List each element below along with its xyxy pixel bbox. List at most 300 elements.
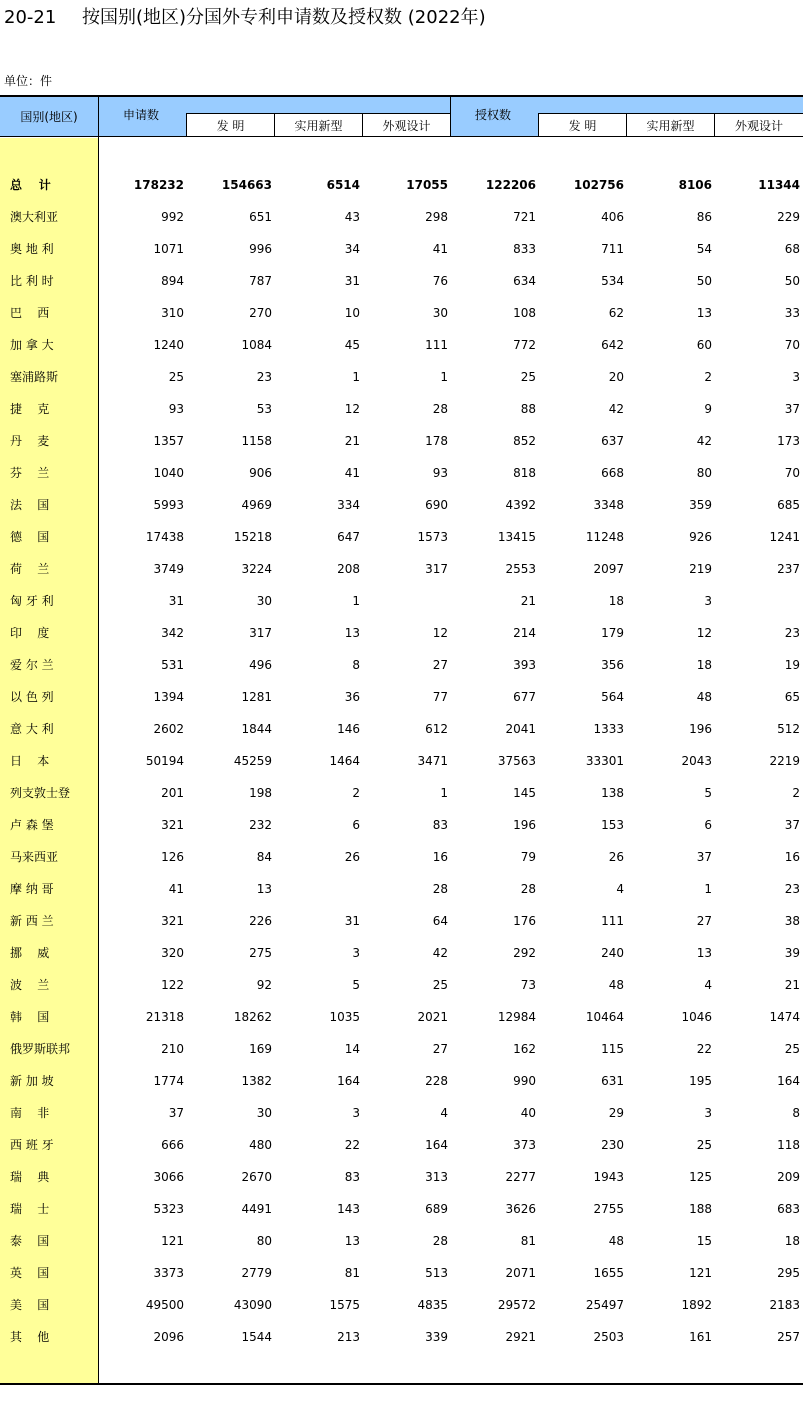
value-cell: 70 [784,338,800,352]
value-cell: 201 [161,786,184,800]
value-cell: 690 [425,498,448,512]
value-cell: 37 [696,850,712,864]
value-cell: 16 [432,850,448,864]
value-cell: 5323 [153,1202,184,1216]
value-cell: 2 [792,786,800,800]
value-cell: 18 [696,658,712,672]
value-cell: 21 [784,978,800,992]
value-cell: 3373 [153,1266,184,1280]
table-row [0,649,803,681]
table-row [0,809,803,841]
value-cell: 642 [601,338,624,352]
value-cell: 77 [432,690,448,704]
value-cell: 637 [601,434,624,448]
table-row [0,585,803,617]
value-cell: 2021 [417,1010,448,1024]
value-cell: 93 [168,402,184,416]
value-cell: 5 [704,786,712,800]
value-cell: 668 [601,466,624,480]
value-cell: 33 [784,306,800,320]
value-cell: 342 [161,626,184,640]
value-cell: 92 [256,978,272,992]
value-cell: 14 [344,1042,360,1056]
value-cell: 86 [696,210,712,224]
value-cell: 321 [161,914,184,928]
value-cell: 321 [161,818,184,832]
value-cell: 188 [689,1202,712,1216]
value-cell: 711 [601,242,624,256]
value-cell: 226 [249,914,272,928]
table-row [0,905,803,937]
value-cell: 196 [689,722,712,736]
country-name: 丹 麦 [10,434,50,448]
value-cell: 68 [784,242,800,256]
country-name: 西 班 牙 [10,1138,54,1152]
value-cell: 178 [425,434,448,448]
table-row [0,489,803,521]
value-cell: 179 [601,626,624,640]
value-cell: 13 [256,882,272,896]
value-cell: 54 [696,242,712,256]
value-cell: 8 [352,658,360,672]
value-cell: 22 [696,1042,712,1056]
header-grant-utility: 实用新型 [627,114,714,136]
value-cell: 65 [784,690,800,704]
value-cell: 83 [432,818,448,832]
country-name: 美 国 [10,1298,50,1312]
value-cell: 173 [777,434,800,448]
value-cell: 2755 [593,1202,624,1216]
table-row [0,201,803,233]
value-cell: 40 [520,1106,536,1120]
value-cell: 30 [432,306,448,320]
country-name: 瑞 士 [10,1202,50,1216]
table-row [0,1129,803,1161]
value-cell: 76 [432,274,448,288]
subheader-rule-right [538,113,803,114]
value-cell: 23 [784,882,800,896]
value-cell: 41 [168,882,184,896]
sub-divider [274,113,275,137]
value-cell: 240 [601,946,624,960]
value-cell: 3626 [505,1202,536,1216]
value-cell: 48 [608,1234,624,1248]
value-cell: 1 [352,594,360,608]
value-cell: 45259 [233,754,272,768]
value-cell: 36 [344,690,360,704]
value-cell: 102756 [573,178,624,192]
value-cell: 1474 [769,1010,800,1024]
value-cell: 310 [161,306,184,320]
value-cell: 15 [696,1234,712,1248]
value-cell: 41 [344,466,360,480]
value-cell: 1655 [593,1266,624,1280]
value-cell: 42 [432,946,448,960]
value-cell: 13 [344,626,360,640]
value-cell: 10 [344,306,360,320]
value-cell: 8106 [678,178,712,192]
value-cell: 496 [249,658,272,672]
value-cell: 50 [784,274,800,288]
value-cell: 689 [425,1202,448,1216]
value-cell: 228 [425,1074,448,1088]
value-cell: 83 [344,1170,360,1184]
value-cell: 4 [616,882,624,896]
country-name: 爱 尔 兰 [10,658,54,672]
value-cell: 12 [432,626,448,640]
value-cell: 6 [352,818,360,832]
value-cell: 1 [440,786,448,800]
header-grants: 授权数 [475,108,512,122]
table-number: 20-21 [4,7,57,28]
value-cell: 2921 [505,1330,536,1344]
table-row [0,425,803,457]
country-name: 其 他 [10,1330,50,1344]
table-row [0,553,803,585]
table-title: 按国别(地区)分国外专利申请数及授权数 (2022年) [82,7,486,28]
country-name: 比 利 时 [10,274,54,288]
value-cell: 1241 [769,530,800,544]
subheader-rule-left [186,113,450,114]
country-name: 列支敦士登 [10,786,71,800]
value-cell: 21 [344,434,360,448]
sub-divider [626,113,627,137]
value-cell: 12984 [497,1010,536,1024]
value-cell: 852 [513,434,536,448]
sub-divider [362,113,363,137]
table-row [0,1225,803,1257]
value-cell: 334 [337,498,360,512]
value-cell: 18 [784,1234,800,1248]
value-cell: 219 [689,562,712,576]
value-cell: 18 [608,594,624,608]
value-cell: 1046 [681,1010,712,1024]
country-name: 泰 国 [10,1234,50,1248]
value-cell: 31 [344,914,360,928]
total-row [0,169,803,201]
value-cell: 27 [432,658,448,672]
value-cell: 93 [432,466,448,480]
value-cell: 28 [432,1234,448,1248]
value-cell: 70 [784,466,800,480]
value-cell [362,585,448,617]
country-name: 巴 西 [10,306,50,320]
table-row [0,1257,803,1289]
value-cell: 2 [352,786,360,800]
value-cell: 512 [777,722,800,736]
value-cell: 1158 [241,434,272,448]
value-cell: 666 [161,1138,184,1152]
value-cell: 214 [513,626,536,640]
value-cell: 50194 [145,754,184,768]
value-cell: 11344 [758,178,800,192]
value-cell: 88 [520,402,536,416]
value-cell: 42 [608,402,624,416]
value-cell: 13 [696,306,712,320]
country-name: 德 国 [10,530,50,544]
country-name: 奥 地 利 [10,242,54,256]
value-cell: 3224 [241,562,272,576]
value-cell: 531 [161,658,184,672]
page-title [4,4,486,32]
value-cell: 81 [520,1234,536,1248]
value-cell: 45 [344,338,360,352]
value-cell: 126 [161,850,184,864]
value-cell: 1281 [241,690,272,704]
value-cell: 3471 [417,754,448,768]
value-cell: 1084 [241,338,272,352]
country-name: 法 国 [10,498,50,512]
value-cell: 3066 [153,1170,184,1184]
value-cell: 3348 [593,498,624,512]
value-cell: 2183 [769,1298,800,1312]
value-cell: 48 [696,690,712,704]
value-cell: 356 [601,658,624,672]
header-top-rule [0,95,803,97]
value-cell [714,585,800,617]
value-cell: 122206 [485,178,536,192]
group-divider [450,96,451,137]
value-cell: 677 [513,690,536,704]
sub-divider [186,113,187,137]
value-cell: 43090 [233,1298,272,1312]
value-cell: 2097 [593,562,624,576]
value-cell: 12 [696,626,712,640]
value-cell: 2219 [769,754,800,768]
value-cell: 2277 [505,1170,536,1184]
country-name: 摩 纳 哥 [10,882,54,896]
value-cell: 4491 [241,1202,272,1216]
value-cell: 1 [704,882,712,896]
value-cell: 28 [432,402,448,416]
value-cell: 634 [513,274,536,288]
country-name: 卢 森 堡 [10,818,54,832]
table-row [0,969,803,1001]
value-cell: 146 [337,722,360,736]
value-cell: 26 [608,850,624,864]
value-cell: 2503 [593,1330,624,1344]
value-cell: 534 [601,274,624,288]
value-cell: 28 [432,882,448,896]
value-cell: 17055 [406,178,448,192]
value-cell: 373 [513,1138,536,1152]
value-cell: 164 [425,1138,448,1152]
country-name: 马来西亚 [10,850,59,864]
value-cell: 4392 [505,498,536,512]
value-cell: 2041 [505,722,536,736]
value-cell: 25497 [585,1298,624,1312]
value-cell: 257 [777,1330,800,1344]
value-cell: 22 [344,1138,360,1152]
value-cell: 209 [777,1170,800,1184]
country-name: 荷 兰 [10,562,50,576]
value-cell: 37563 [497,754,536,768]
value-cell: 79 [520,850,536,864]
value-cell: 50 [696,274,712,288]
value-cell: 6 [704,818,712,832]
value-cell: 8 [792,1106,800,1120]
value-cell: 10464 [585,1010,624,1024]
table-row [0,329,803,361]
value-cell: 12 [344,402,360,416]
value-cell: 2 [704,370,712,384]
value-cell: 237 [777,562,800,576]
value-cell: 833 [513,242,536,256]
value-cell: 818 [513,466,536,480]
value-cell: 1943 [593,1170,624,1184]
value-cell: 43 [344,210,360,224]
value-cell: 62 [608,306,624,320]
value-cell: 5993 [153,498,184,512]
country-name: 南 非 [10,1106,50,1120]
value-cell: 772 [513,338,536,352]
value-cell: 138 [601,786,624,800]
value-cell: 16 [784,850,800,864]
country-name: 以 色 列 [10,690,54,704]
value-cell: 513 [425,1266,448,1280]
value-cell: 317 [249,626,272,640]
country-name: 瑞 典 [10,1170,50,1184]
value-cell: 213 [337,1330,360,1344]
value-cell: 3 [792,370,800,384]
table-row [0,521,803,553]
country-name: 韩 国 [10,1010,50,1024]
value-cell: 169 [249,1042,272,1056]
table-row [0,713,803,745]
value-cell: 125 [689,1170,712,1184]
value-cell: 631 [601,1074,624,1088]
value-cell: 37 [784,402,800,416]
value-cell: 3 [352,1106,360,1120]
value-cell: 5 [352,978,360,992]
value-cell: 359 [689,498,712,512]
value-cell: 37 [784,818,800,832]
value-cell: 787 [249,274,272,288]
value-cell: 21318 [145,1010,184,1024]
value-cell: 208 [337,562,360,576]
value-cell: 20 [608,370,624,384]
value-cell: 29 [608,1106,624,1120]
value-cell: 198 [249,786,272,800]
value-cell: 23 [784,626,800,640]
value-cell: 651 [249,210,272,224]
table-row [0,873,803,905]
country-name: 匈 牙 利 [10,594,54,608]
value-cell: 6514 [326,178,360,192]
value-cell: 108 [513,306,536,320]
value-cell: 232 [249,818,272,832]
value-cell: 25 [696,1138,712,1152]
value-cell: 4 [704,978,712,992]
value-cell: 164 [337,1074,360,1088]
value-cell: 1575 [329,1298,360,1312]
value-cell: 393 [513,658,536,672]
country-name: 挪 威 [10,946,50,960]
country-name: 芬 兰 [10,466,50,480]
value-cell: 996 [249,242,272,256]
value-cell: 37 [168,1106,184,1120]
table-row [0,1193,803,1225]
value-cell: 122 [161,978,184,992]
value-cell: 298 [425,210,448,224]
value-cell: 721 [513,210,536,224]
value-cell: 3749 [153,562,184,576]
header-bottom-rule [0,136,803,137]
value-cell: 145 [513,786,536,800]
value-cell: 21 [520,594,536,608]
value-cell: 990 [513,1074,536,1088]
table-row [0,1001,803,1033]
table-row [0,1033,803,1065]
table-row [0,745,803,777]
value-cell: 64 [432,914,448,928]
value-cell: 121 [689,1266,712,1280]
value-cell: 15218 [233,530,272,544]
value-cell: 3 [352,946,360,960]
value-cell: 33301 [585,754,624,768]
value-cell: 39 [784,946,800,960]
value-cell: 13 [696,946,712,960]
country-name: 捷 克 [10,402,50,416]
header-grant-invention: 发 明 [539,114,626,136]
value-cell: 41 [432,242,448,256]
value-cell: 17438 [145,530,184,544]
value-cell: 84 [256,850,272,864]
value-cell: 25 [520,370,536,384]
value-cell: 4835 [417,1298,448,1312]
header-app-utility: 实用新型 [275,114,362,136]
value-cell: 42 [696,434,712,448]
header-app-design: 外观设计 [363,114,450,136]
value-cell: 1844 [241,722,272,736]
value-cell: 406 [601,210,624,224]
value-cell: 164 [777,1074,800,1088]
value-cell: 13415 [497,530,536,544]
value-cell: 1382 [241,1074,272,1088]
value-cell: 29572 [497,1298,536,1312]
value-cell: 153 [601,818,624,832]
value-cell: 196 [513,818,536,832]
value-cell: 1774 [153,1074,184,1088]
header-grant-design: 外观设计 [715,114,803,136]
value-cell: 685 [777,498,800,512]
value-cell: 2096 [153,1330,184,1344]
value-cell: 230 [601,1138,624,1152]
value-cell: 2602 [153,722,184,736]
value-cell: 292 [513,946,536,960]
country-name: 英 国 [10,1266,50,1280]
table-row [0,617,803,649]
value-cell: 2779 [241,1266,272,1280]
header-applications: 申请数 [123,108,160,122]
value-cell: 1035 [329,1010,360,1024]
value-cell: 143 [337,1202,360,1216]
value-cell: 80 [256,1234,272,1248]
country-name: 总 计 [10,178,51,192]
value-cell: 4 [440,1106,448,1120]
value-cell: 25 [432,978,448,992]
value-cell: 2553 [505,562,536,576]
value-cell: 38 [784,914,800,928]
value-cell: 1040 [153,466,184,480]
value-cell: 2043 [681,754,712,768]
table-row [0,1161,803,1193]
value-cell: 115 [601,1042,624,1056]
value-cell: 27 [696,914,712,928]
value-cell: 60 [696,338,712,352]
table-bottom-rule [0,1383,803,1385]
value-cell: 81 [344,1266,360,1280]
